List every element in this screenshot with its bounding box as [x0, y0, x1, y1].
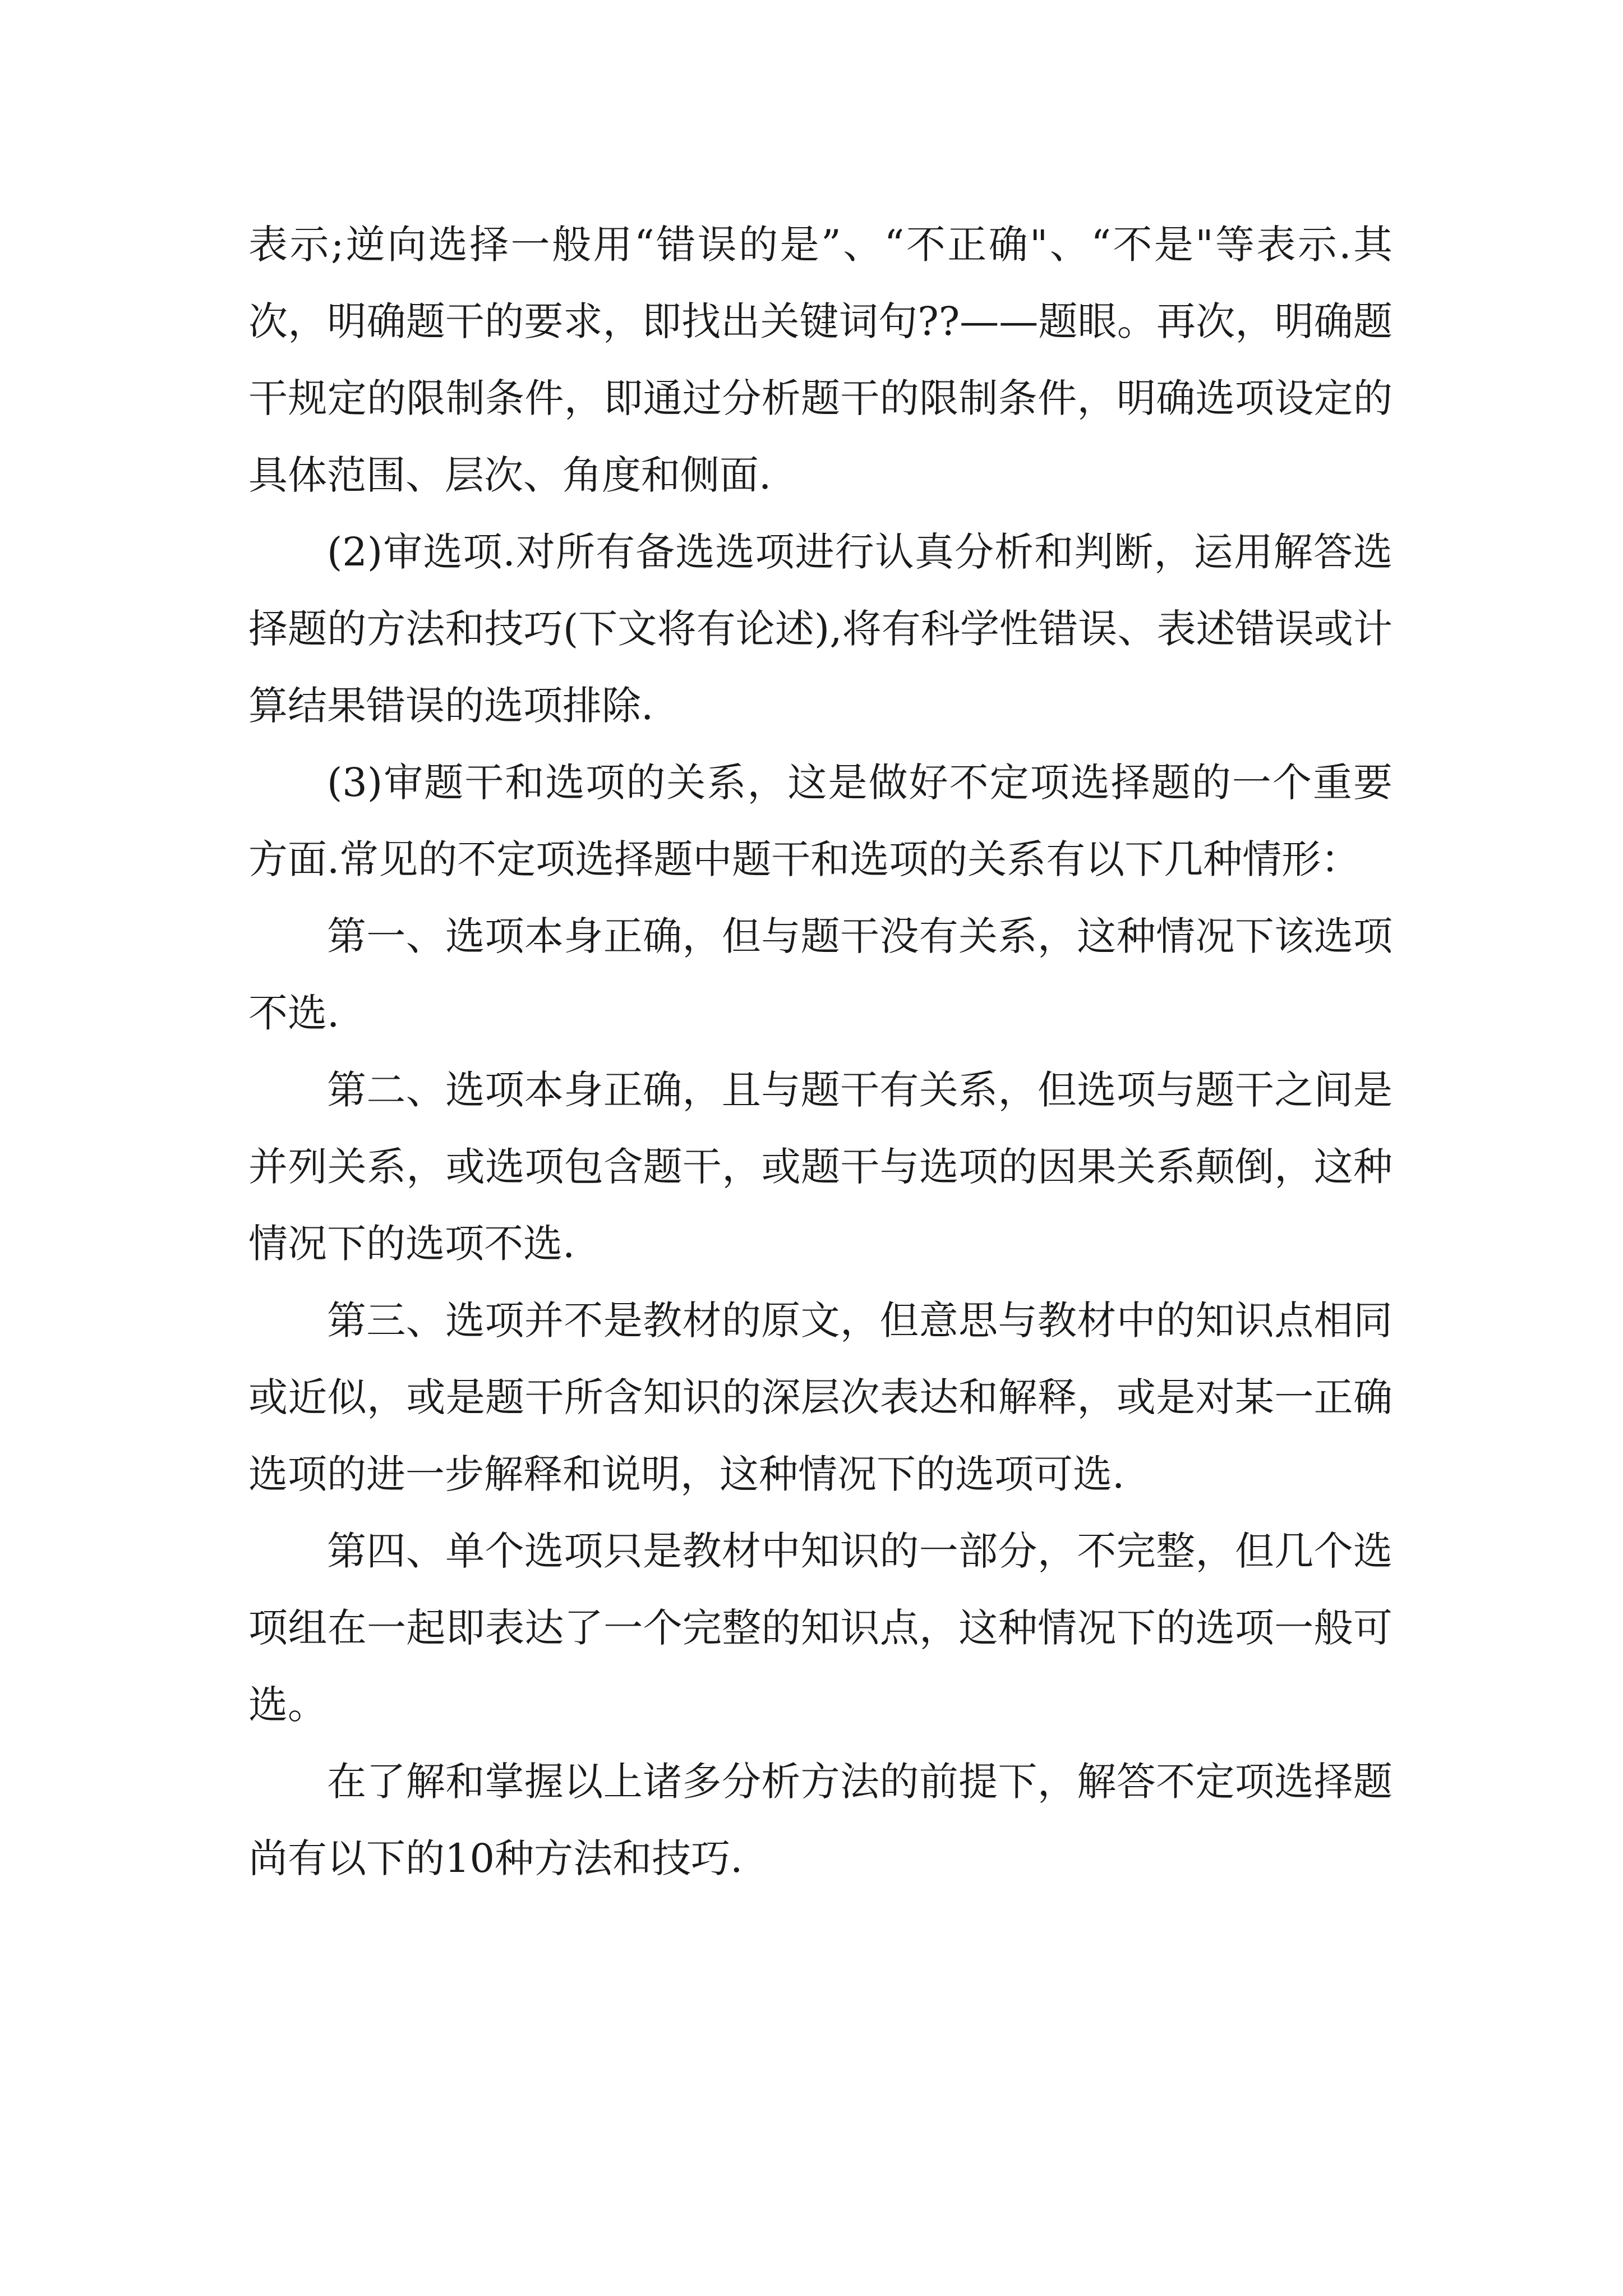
paragraph-summary: 在了解和掌握以上诸多分析方法的前提下，解答不定项选择题尚有以下的10种方法和技巧.	[248, 1759, 1393, 1881]
paragraph-case-two: 第二、选项本身正确，且与题干有关系，但选项与题干之间是并列关系，或选项包含题干，或题干与选项的因果关系颠倒，这种情况下的选项不选.	[248, 1067, 1393, 1267]
paragraph-case-three: 第三、选项并不是教材的原文，但意思与教材中的知识点相同或近似，或是题干所含知识的深层次表达和解释，或是对某一正确选项的进一步解释和说明，这种情况下的选项可选.	[248, 1297, 1393, 1497]
paragraph-continuation: 表示;逆向选择一般用“错误的是”、“不正确"、“不是"等表示.其次，明确题干的要求，即找出关键词句??——题眼。再次，明确题干规定的限制条件，即通过分析题干的限制条件，明确选项设定的具体范围、层次、角度和侧面.	[248, 222, 1393, 498]
paragraph-case-one: 第一、选项本身正确，但与题干没有关系，这种情况下该选项不选.	[248, 913, 1393, 1036]
paragraph-review-options: (2)审选项.对所有备选选项进行认真分析和判断，运用解答选择题的方法和技巧(下文将有论述),将有科学性错误、表述错误或计算结果错误的选项排除.	[248, 529, 1393, 729]
document-body	[248, 206, 1393, 1897]
paragraph-case-four: 第四、单个选项只是教材中知识的一部分，不完整，但几个选项组在一起即表达了一个完整的知识点，这种情况下的选项一般可选。	[248, 1528, 1393, 1728]
paragraph-stem-option-relation: (3)审题干和选项的关系，这是做好不定项选择题的一个重要方面.常见的不定项选择题中题干和选项的关系有以下几种情形：	[248, 760, 1393, 882]
